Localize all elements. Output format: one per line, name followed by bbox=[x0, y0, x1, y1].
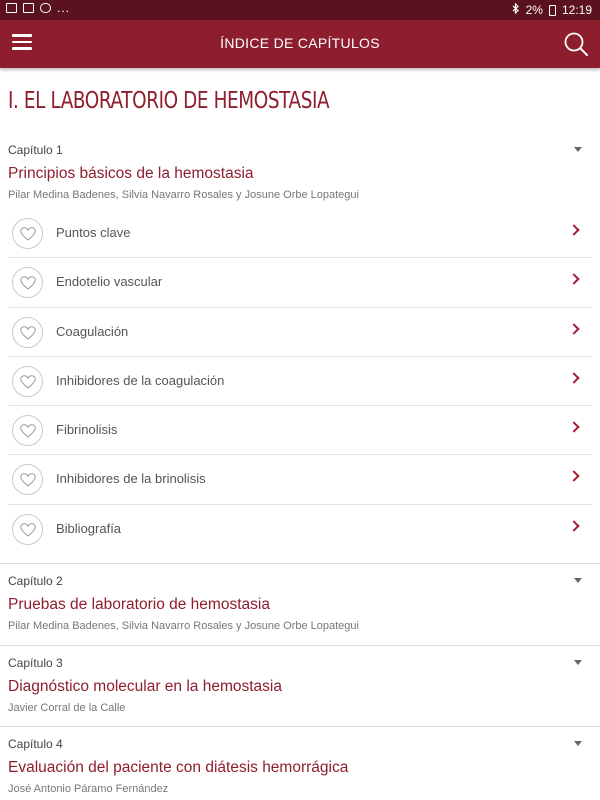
list-item-label: Inhibidores de la coagulación bbox=[56, 372, 225, 388]
heart-outline-icon[interactable] bbox=[12, 464, 43, 495]
caret-down-icon[interactable] bbox=[574, 741, 582, 746]
chapter-label: Capítulo 4 bbox=[8, 737, 63, 751]
system-status bbox=[512, 3, 592, 17]
list-item-label: Fibrinolisis bbox=[56, 422, 118, 438]
list-item-puntos-clave[interactable] bbox=[8, 209, 592, 258]
list-item-inhibidores-brinolisis[interactable] bbox=[8, 455, 592, 504]
list-item-label: Inhibidores de la brinolisis bbox=[56, 471, 206, 487]
chapter-4-header[interactable] bbox=[8, 736, 592, 796]
chapter-1-sections bbox=[8, 209, 592, 554]
list-item-bibliografia[interactable] bbox=[8, 505, 592, 554]
chapter-title[interactable]: Principios básicos de la hemostasia bbox=[8, 165, 254, 182]
list-item-inhibidores-coagulacion[interactable] bbox=[8, 357, 592, 406]
list-item-endotelio-vascular[interactable] bbox=[8, 258, 592, 307]
heart-outline-icon[interactable] bbox=[12, 514, 43, 545]
chapter-authors: Pilar Medina Badenes, Silvia Navarro Rosales y Josune Orbe Lopategui bbox=[8, 620, 359, 632]
heart-outline-icon[interactable] bbox=[12, 366, 43, 397]
status-bar bbox=[0, 0, 600, 20]
list-item-label: Coagulación bbox=[56, 323, 129, 339]
list-item-fibrinolisis[interactable] bbox=[8, 406, 592, 455]
chapter-authors: Pilar Medina Badenes, Silvia Navarro Rosales y Josune Orbe Lopategui bbox=[8, 189, 359, 201]
list-item-label: Puntos clave bbox=[56, 225, 131, 240]
search-icon[interactable] bbox=[562, 30, 590, 58]
chevron-right-icon bbox=[568, 422, 579, 433]
divider bbox=[0, 563, 600, 564]
chapter-title[interactable]: Evaluación del paciente con diátesis hemorrágica bbox=[8, 759, 349, 776]
list-item-coagulacion[interactable] bbox=[8, 308, 592, 357]
heart-outline-icon[interactable] bbox=[12, 267, 43, 298]
chapter-label: Capítulo 3 bbox=[8, 656, 63, 670]
divider bbox=[0, 645, 600, 646]
clock: 12:19 bbox=[561, 3, 592, 17]
chevron-right-icon bbox=[568, 471, 579, 482]
heart-outline-icon[interactable] bbox=[12, 218, 43, 249]
caret-down-icon[interactable] bbox=[574, 660, 582, 665]
chevron-right-icon bbox=[568, 323, 579, 334]
chapter-title[interactable]: Diagnóstico molecular en la hemostasia bbox=[8, 678, 282, 695]
chapter-label: Capítulo 1 bbox=[8, 143, 63, 157]
list-item-label: Bibliografía bbox=[56, 520, 122, 536]
divider bbox=[0, 726, 600, 727]
section-title: I. EL LABORATORIO DE HEMOSTASIA bbox=[8, 88, 330, 114]
app-bar bbox=[0, 20, 600, 68]
chevron-right-icon bbox=[568, 372, 579, 383]
heart-outline-icon[interactable] bbox=[12, 317, 43, 348]
chapter-3-header[interactable] bbox=[8, 655, 592, 715]
chapter-authors: Javier Corral de la Calle bbox=[8, 702, 126, 714]
chevron-right-icon bbox=[568, 520, 579, 531]
gallery-notification-icon bbox=[23, 3, 34, 13]
cloud-notification-icon bbox=[40, 3, 51, 13]
image-notification-icon bbox=[6, 3, 17, 13]
chapter-1-header[interactable] bbox=[8, 142, 592, 202]
caret-down-icon[interactable] bbox=[574, 147, 582, 152]
list-item-label: Endotelio vascular bbox=[56, 274, 163, 290]
chapter-authors: José Antonio Páramo Fernández bbox=[8, 783, 169, 795]
heart-outline-icon[interactable] bbox=[12, 415, 43, 446]
chevron-right-icon bbox=[568, 224, 579, 235]
app-bar-title: ÍNDICE DE CAPÍTULOS bbox=[220, 35, 380, 51]
bluetooth-icon bbox=[512, 3, 520, 17]
chapter-label: Capítulo 2 bbox=[8, 574, 63, 588]
chapter-title[interactable]: Pruebas de laboratorio de hemostasia bbox=[8, 596, 270, 613]
caret-down-icon[interactable] bbox=[574, 578, 582, 583]
chapter-2-header[interactable] bbox=[8, 573, 592, 633]
battery-icon bbox=[549, 5, 556, 16]
battery-percent: 2% bbox=[525, 3, 543, 17]
chevron-right-icon bbox=[568, 274, 579, 285]
more-notifications-indicator: ... bbox=[57, 1, 71, 15]
notification-icons bbox=[6, 3, 70, 13]
